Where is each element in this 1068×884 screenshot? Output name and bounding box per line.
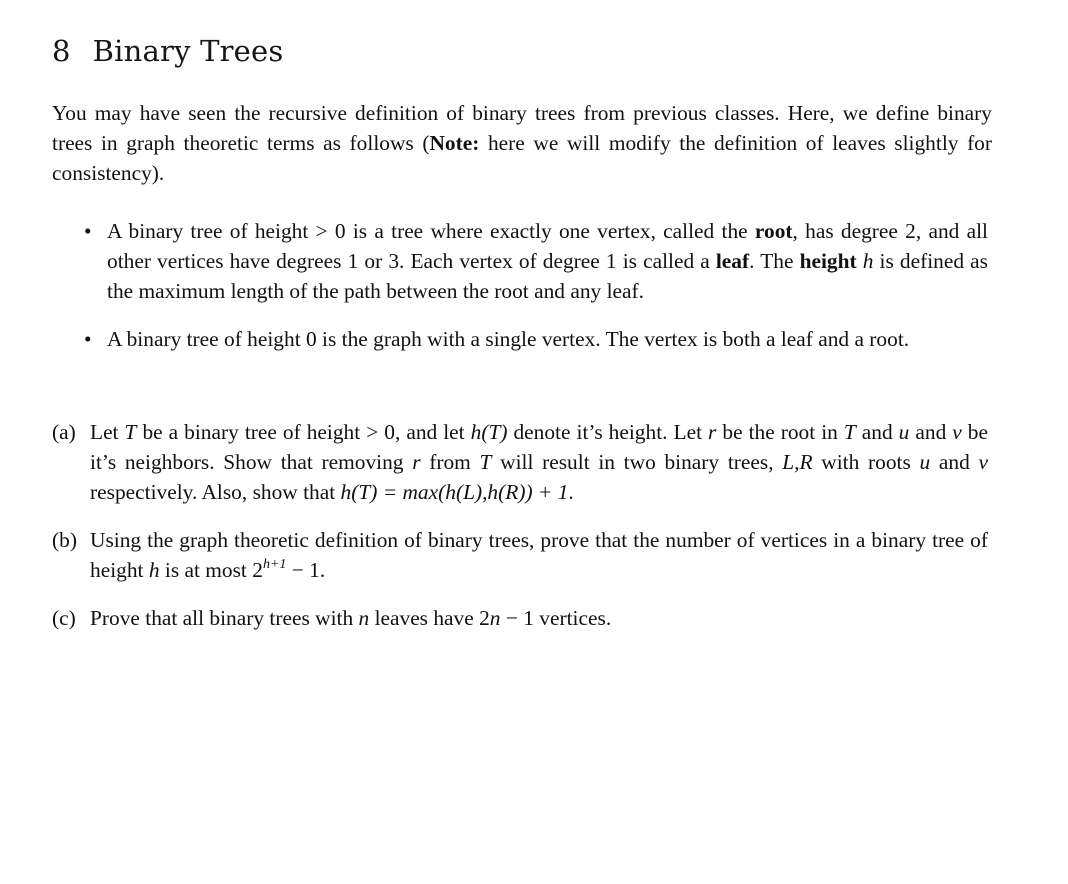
problem-text bbox=[90, 525, 988, 585]
problem-fragment: − 1 vertices. bbox=[500, 606, 612, 630]
term-height: height bbox=[799, 249, 857, 273]
definition-text: A binary tree of height 0 is the graph with a single vertex. The vertex is both a leaf and a root. bbox=[107, 327, 910, 351]
problem-fragment: Using the graph theoretic definition of binary trees, prove that the number of vertices in a binary tree of height bbox=[90, 528, 988, 582]
term-leaf: leaf bbox=[715, 249, 750, 273]
definition-fragment: , has degree 2, and all other vertices have degrees 1 or 3. Each vertex of degree 1 is called a bbox=[107, 219, 989, 273]
definition-fragment: is defined as the maximum length of the path between the root and any leaf. bbox=[107, 249, 988, 303]
term-root: root bbox=[754, 219, 793, 243]
math-variable: v bbox=[952, 420, 962, 444]
problem-fragment: with roots bbox=[812, 450, 920, 474]
section-number: 8 bbox=[52, 34, 71, 68]
problem-label: (c) bbox=[52, 606, 76, 630]
math-expression: h(T) bbox=[470, 420, 508, 444]
problem-fragment: be a binary tree of height > 0, and let bbox=[136, 420, 471, 444]
problem-fragment: denote it’s height. Let bbox=[507, 420, 709, 444]
math-variable: u bbox=[919, 450, 931, 474]
problem-fragment: be it’s neighbors. Show that removing bbox=[90, 420, 988, 474]
problem-fragment: respectively. Also, show that bbox=[90, 480, 341, 504]
definition-text bbox=[107, 216, 988, 306]
math-variable: u bbox=[898, 420, 910, 444]
bullet-icon: • bbox=[84, 219, 92, 243]
math-variable: T bbox=[843, 420, 856, 444]
intro-paragraph bbox=[52, 98, 992, 188]
problem-fragment: and bbox=[909, 420, 953, 444]
problem-fragment: is at most bbox=[159, 558, 253, 582]
problem-fragment: will result in two binary trees, bbox=[491, 450, 783, 474]
problem-fragment: Let bbox=[90, 420, 125, 444]
math-variable: r bbox=[412, 450, 421, 474]
math-exponent: h+1 bbox=[262, 556, 287, 572]
definition-fragment: A binary tree of height > 0 is a tree where exactly one vertex, called the bbox=[107, 219, 755, 243]
math-variable: T bbox=[124, 420, 137, 444]
problem-label: (b) bbox=[52, 528, 77, 552]
intro-text: here we will modify the definition of leaves slightly for consistency). bbox=[52, 131, 993, 185]
problem-fragment: and bbox=[930, 450, 979, 474]
math-variable: h bbox=[148, 558, 160, 582]
section-heading bbox=[52, 34, 284, 68]
math-variable: T bbox=[479, 450, 492, 474]
bullet-icon: • bbox=[84, 327, 92, 351]
problem-text bbox=[90, 603, 988, 633]
math-variable: n bbox=[358, 606, 370, 630]
problem-text bbox=[90, 417, 988, 507]
intro-text: You may have seen the recursive definition of binary trees from previous classes. Here, we define binary trees in graph theoretic terms as follows ( bbox=[52, 101, 992, 155]
math-variable: h bbox=[862, 249, 874, 273]
problem-fragment: Prove that all binary trees with bbox=[90, 606, 359, 630]
problem-fragment: leaves have 2 bbox=[369, 606, 490, 630]
problem-fragment: from bbox=[420, 450, 480, 474]
math-expression: L,R bbox=[782, 450, 813, 474]
section-title: Binary Trees bbox=[92, 34, 284, 68]
definition-fragment: . The bbox=[749, 249, 800, 273]
math-formula: h(T) = max(h(L),h(R)) + 1 bbox=[340, 480, 569, 504]
problem-label: (a) bbox=[52, 420, 76, 444]
math-variable: v bbox=[978, 450, 989, 474]
note-label: Note: bbox=[429, 131, 480, 155]
problem-fragment: be the root in bbox=[716, 420, 844, 444]
problem-fragment: − 1. bbox=[286, 558, 326, 582]
math-base: 2 bbox=[252, 558, 263, 582]
problem-fragment: and bbox=[855, 420, 899, 444]
problem-fragment: . bbox=[568, 480, 574, 504]
math-variable: r bbox=[708, 420, 717, 444]
math-variable: n bbox=[489, 606, 501, 630]
